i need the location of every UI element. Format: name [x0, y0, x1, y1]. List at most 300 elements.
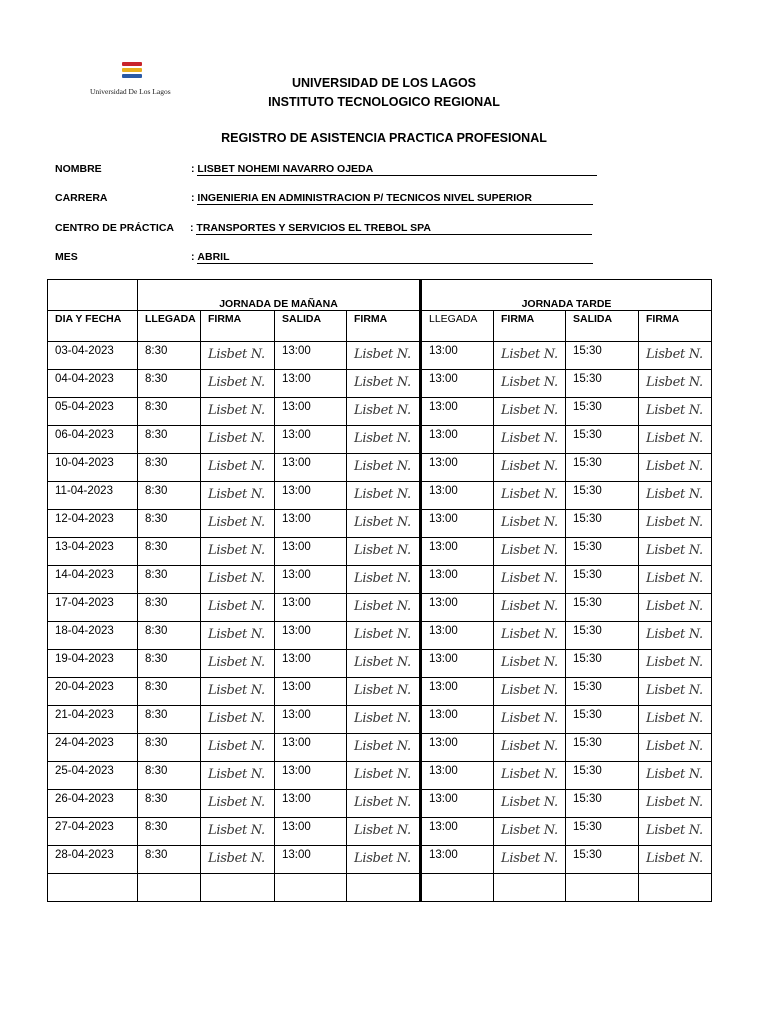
handwritten-signature: Lisbet N.: [208, 403, 265, 418]
afternoon-departure-cell: 15:30: [566, 566, 639, 594]
signature-cell: [639, 342, 712, 370]
handwritten-signature: Lisbet N.: [354, 459, 411, 474]
handwritten-signature: Lisbet N.: [208, 627, 265, 642]
morning-arrival-cell: 8:30: [138, 678, 201, 706]
signature-cell: [494, 790, 566, 818]
signature-cell: [494, 594, 566, 622]
empty-cell: [494, 874, 566, 902]
morning-arrival-cell: 8:30: [138, 706, 201, 734]
signature-cell: [639, 398, 712, 426]
table-row: [48, 678, 712, 706]
column-header: DIA Y FECHA: [48, 311, 138, 342]
handwritten-signature: Lisbet N.: [646, 599, 703, 614]
empty-cell: [201, 874, 275, 902]
column-header: LLEGADA: [138, 311, 201, 342]
afternoon-arrival-cell: 13:00: [421, 482, 494, 510]
signature-cell: [347, 818, 421, 846]
morning-departure-cell: 13:00: [275, 678, 347, 706]
handwritten-signature: Lisbet N.: [646, 767, 703, 782]
handwritten-signature: Lisbet N.: [354, 571, 411, 586]
signature-cell: [201, 622, 275, 650]
date-cell: 18-04-2023: [48, 622, 138, 650]
handwritten-signature: Lisbet N.: [354, 599, 411, 614]
morning-arrival-cell: 8:30: [138, 762, 201, 790]
afternoon-arrival-cell: 13:00: [421, 454, 494, 482]
field-label: NOMBRE: [55, 163, 102, 175]
morning-departure-cell: 13:00: [275, 762, 347, 790]
signature-cell: [494, 734, 566, 762]
handwritten-signature: Lisbet N.: [646, 683, 703, 698]
date-cell: 25-04-2023: [48, 762, 138, 790]
table-row: [48, 342, 712, 370]
signature-cell: [494, 370, 566, 398]
column-header: FIRMA: [347, 311, 421, 342]
handwritten-signature: Lisbet N.: [208, 711, 265, 726]
signature-cell: [201, 706, 275, 734]
afternoon-departure-cell: 15:30: [566, 818, 639, 846]
handwritten-signature: Lisbet N.: [354, 655, 411, 670]
empty-cell: [48, 874, 138, 902]
handwritten-signature: Lisbet N.: [501, 739, 558, 754]
signature-cell: [494, 678, 566, 706]
signature-cell: [494, 846, 566, 874]
morning-departure-cell: 13:00: [275, 482, 347, 510]
signature-cell: [347, 650, 421, 678]
signature-cell: [639, 482, 712, 510]
signature-cell: [201, 398, 275, 426]
afternoon-arrival-cell: 13:00: [421, 426, 494, 454]
date-cell: 13-04-2023: [48, 538, 138, 566]
date-cell: 21-04-2023: [48, 706, 138, 734]
handwritten-signature: Lisbet N.: [646, 739, 703, 754]
handwritten-signature: Lisbet N.: [646, 515, 703, 530]
signature-cell: [347, 734, 421, 762]
date-cell: 12-04-2023: [48, 510, 138, 538]
afternoon-departure-cell: 15:30: [566, 762, 639, 790]
afternoon-departure-cell: 15:30: [566, 482, 639, 510]
signature-cell: [494, 398, 566, 426]
date-cell: 17-04-2023: [48, 594, 138, 622]
afternoon-departure-cell: 15:30: [566, 426, 639, 454]
signature-cell: [494, 762, 566, 790]
field-value: TRANSPORTES Y SERVICIOS EL TREBOL SPA: [196, 222, 592, 235]
signature-cell: [494, 818, 566, 846]
signature-cell: [494, 622, 566, 650]
handwritten-signature: Lisbet N.: [501, 851, 558, 866]
afternoon-departure-cell: 15:30: [566, 538, 639, 566]
signature-cell: [201, 818, 275, 846]
afternoon-arrival-cell: 13:00: [421, 510, 494, 538]
afternoon-arrival-cell: 13:00: [421, 566, 494, 594]
handwritten-signature: Lisbet N.: [354, 347, 411, 362]
morning-arrival-cell: 8:30: [138, 426, 201, 454]
signature-cell: [494, 510, 566, 538]
handwritten-signature: Lisbet N.: [208, 347, 265, 362]
signature-cell: [494, 454, 566, 482]
date-cell: 04-04-2023: [48, 370, 138, 398]
morning-departure-cell: 13:00: [275, 594, 347, 622]
afternoon-arrival-cell: 13:00: [421, 734, 494, 762]
afternoon-departure-cell: 15:30: [566, 846, 639, 874]
column-header: FIRMA: [201, 311, 275, 342]
handwritten-signature: Lisbet N.: [501, 403, 558, 418]
document-title: REGISTRO DE ASISTENCIA PRACTICA PROFESIONAL: [221, 131, 547, 145]
empty-cell: [566, 874, 639, 902]
signature-cell: [347, 846, 421, 874]
morning-departure-cell: 13:00: [275, 622, 347, 650]
field-label: CENTRO DE PRÁCTICA: [55, 222, 175, 234]
empty-cell: [639, 874, 712, 902]
table-row: [48, 538, 712, 566]
afternoon-arrival-cell: 13:00: [421, 622, 494, 650]
handwritten-signature: Lisbet N.: [354, 711, 411, 726]
afternoon-departure-cell: 15:30: [566, 650, 639, 678]
handwritten-signature: Lisbet N.: [646, 711, 703, 726]
signature-cell: [201, 678, 275, 706]
morning-arrival-cell: 8:30: [138, 370, 201, 398]
morning-departure-cell: 13:00: [275, 566, 347, 594]
signature-cell: [639, 678, 712, 706]
signature-cell: [347, 538, 421, 566]
signature-cell: [201, 482, 275, 510]
handwritten-signature: Lisbet N.: [646, 347, 703, 362]
table-row: [48, 650, 712, 678]
handwritten-signature: Lisbet N.: [646, 851, 703, 866]
date-cell: 03-04-2023: [48, 342, 138, 370]
morning-departure-cell: 13:00: [275, 426, 347, 454]
handwritten-signature: Lisbet N.: [354, 767, 411, 782]
afternoon-departure-cell: 15:30: [566, 510, 639, 538]
column-header: LLEGADA: [421, 311, 494, 342]
handwritten-signature: Lisbet N.: [646, 459, 703, 474]
handwritten-signature: Lisbet N.: [501, 375, 558, 390]
morning-arrival-cell: 8:30: [138, 650, 201, 678]
table-row: [48, 734, 712, 762]
morning-departure-cell: 13:00: [275, 538, 347, 566]
signature-cell: [201, 426, 275, 454]
empty-cell: [421, 874, 494, 902]
table-row: [48, 566, 712, 594]
signature-cell: [639, 650, 712, 678]
table-row: [48, 762, 712, 790]
afternoon-arrival-cell: 13:00: [421, 790, 494, 818]
handwritten-signature: Lisbet N.: [646, 543, 703, 558]
handwritten-signature: Lisbet N.: [208, 459, 265, 474]
signature-cell: [201, 734, 275, 762]
signature-cell: [201, 846, 275, 874]
date-cell: 14-04-2023: [48, 566, 138, 594]
signature-cell: [639, 426, 712, 454]
handwritten-signature: Lisbet N.: [646, 375, 703, 390]
date-cell: 24-04-2023: [48, 734, 138, 762]
afternoon-arrival-cell: 13:00: [421, 706, 494, 734]
handwritten-signature: Lisbet N.: [354, 627, 411, 642]
date-cell: 06-04-2023: [48, 426, 138, 454]
handwritten-signature: Lisbet N.: [646, 655, 703, 670]
handwritten-signature: Lisbet N.: [646, 431, 703, 446]
signature-cell: [494, 538, 566, 566]
handwritten-signature: Lisbet N.: [501, 627, 558, 642]
handwritten-signature: Lisbet N.: [208, 683, 265, 698]
morning-arrival-cell: 8:30: [138, 734, 201, 762]
date-cell: 05-04-2023: [48, 398, 138, 426]
handwritten-signature: Lisbet N.: [208, 543, 265, 558]
table-row: [48, 370, 712, 398]
signature-cell: [347, 706, 421, 734]
handwritten-signature: Lisbet N.: [646, 571, 703, 586]
handwritten-signature: Lisbet N.: [354, 851, 411, 866]
handwritten-signature: Lisbet N.: [208, 571, 265, 586]
signature-cell: [347, 566, 421, 594]
signature-cell: [347, 426, 421, 454]
afternoon-arrival-cell: 13:00: [421, 818, 494, 846]
afternoon-arrival-cell: 13:00: [421, 762, 494, 790]
signature-cell: [639, 510, 712, 538]
signature-cell: [494, 426, 566, 454]
date-cell: 26-04-2023: [48, 790, 138, 818]
handwritten-signature: Lisbet N.: [208, 823, 265, 838]
signature-cell: [201, 538, 275, 566]
signature-cell: [639, 818, 712, 846]
handwritten-signature: Lisbet N.: [354, 683, 411, 698]
signature-cell: [347, 454, 421, 482]
handwritten-signature: Lisbet N.: [501, 683, 558, 698]
signature-cell: [639, 790, 712, 818]
table-row: [48, 818, 712, 846]
field-value: INGENIERIA EN ADMINISTRACION P/ TECNICOS NIVEL SUPERIOR: [197, 192, 593, 205]
afternoon-departure-cell: 15:30: [566, 678, 639, 706]
empty-cell: [138, 874, 201, 902]
signature-cell: [639, 706, 712, 734]
signature-cell: [201, 510, 275, 538]
handwritten-signature: Lisbet N.: [208, 515, 265, 530]
date-cell: 20-04-2023: [48, 678, 138, 706]
signature-cell: [347, 510, 421, 538]
signature-cell: [201, 454, 275, 482]
logo-text: Universidad De Los Lagos: [90, 87, 171, 96]
handwritten-signature: Lisbet N.: [501, 795, 558, 810]
signature-cell: [347, 482, 421, 510]
signature-cell: [347, 678, 421, 706]
handwritten-signature: Lisbet N.: [208, 739, 265, 754]
handwritten-signature: Lisbet N.: [208, 431, 265, 446]
morning-departure-cell: 13:00: [275, 706, 347, 734]
column-header: SALIDA: [275, 311, 347, 342]
handwritten-signature: Lisbet N.: [646, 823, 703, 838]
signature-cell: [639, 538, 712, 566]
signature-cell: [494, 650, 566, 678]
handwritten-signature: Lisbet N.: [646, 487, 703, 502]
signature-cell: [347, 398, 421, 426]
morning-arrival-cell: 8:30: [138, 790, 201, 818]
handwritten-signature: Lisbet N.: [354, 795, 411, 810]
handwritten-signature: Lisbet N.: [354, 375, 411, 390]
handwritten-signature: Lisbet N.: [208, 851, 265, 866]
morning-departure-cell: 13:00: [275, 370, 347, 398]
morning-arrival-cell: 8:30: [138, 538, 201, 566]
signature-cell: [639, 454, 712, 482]
signature-cell: [639, 594, 712, 622]
afternoon-departure-cell: 15:30: [566, 342, 639, 370]
signature-cell: [201, 566, 275, 594]
handwritten-signature: Lisbet N.: [354, 515, 411, 530]
date-cell: 28-04-2023: [48, 846, 138, 874]
date-cell: 19-04-2023: [48, 650, 138, 678]
morning-departure-cell: 13:00: [275, 734, 347, 762]
group-header-afternoon: JORNADA TARDE: [421, 280, 712, 311]
handwritten-signature: Lisbet N.: [501, 711, 558, 726]
afternoon-departure-cell: 15:30: [566, 790, 639, 818]
afternoon-arrival-cell: 13:00: [421, 342, 494, 370]
group-header-morning: JORNADA DE MAÑANA: [138, 280, 421, 311]
signature-cell: [639, 734, 712, 762]
handwritten-signature: Lisbet N.: [501, 767, 558, 782]
column-header: FIRMA: [494, 311, 566, 342]
afternoon-arrival-cell: 13:00: [421, 370, 494, 398]
morning-arrival-cell: 8:30: [138, 594, 201, 622]
afternoon-arrival-cell: 13:00: [421, 678, 494, 706]
handwritten-signature: Lisbet N.: [208, 767, 265, 782]
afternoon-departure-cell: 15:30: [566, 398, 639, 426]
afternoon-departure-cell: 15:30: [566, 706, 639, 734]
signature-cell: [201, 650, 275, 678]
signature-cell: [347, 594, 421, 622]
morning-departure-cell: 13:00: [275, 510, 347, 538]
handwritten-signature: Lisbet N.: [501, 823, 558, 838]
column-header: SALIDA: [566, 311, 639, 342]
handwritten-signature: Lisbet N.: [501, 599, 558, 614]
handwritten-signature: Lisbet N.: [501, 431, 558, 446]
handwritten-signature: Lisbet N.: [354, 487, 411, 502]
table-row: [48, 790, 712, 818]
signature-cell: [347, 762, 421, 790]
handwritten-signature: Lisbet N.: [208, 375, 265, 390]
handwritten-signature: Lisbet N.: [354, 543, 411, 558]
signature-cell: [347, 622, 421, 650]
handwritten-signature: Lisbet N.: [646, 627, 703, 642]
afternoon-arrival-cell: 13:00: [421, 398, 494, 426]
handwritten-signature: Lisbet N.: [501, 655, 558, 670]
column-header: FIRMA: [639, 311, 712, 342]
signature-cell: [494, 342, 566, 370]
signature-cell: [201, 790, 275, 818]
signature-cell: [639, 762, 712, 790]
empty-cell: [275, 874, 347, 902]
morning-arrival-cell: 8:30: [138, 482, 201, 510]
table-row: [48, 398, 712, 426]
morning-departure-cell: 13:00: [275, 650, 347, 678]
signature-cell: [639, 370, 712, 398]
signature-cell: [347, 790, 421, 818]
handwritten-signature: Lisbet N.: [646, 403, 703, 418]
attendance-table: [47, 279, 712, 902]
handwritten-signature: Lisbet N.: [501, 571, 558, 586]
afternoon-arrival-cell: 13:00: [421, 650, 494, 678]
date-cell: 11-04-2023: [48, 482, 138, 510]
handwritten-signature: Lisbet N.: [501, 347, 558, 362]
afternoon-departure-cell: 15:30: [566, 454, 639, 482]
morning-arrival-cell: 8:30: [138, 510, 201, 538]
handwritten-signature: Lisbet N.: [646, 795, 703, 810]
institute-title: INSTITUTO TECNOLOGICO REGIONAL: [268, 95, 500, 109]
table-row: [48, 426, 712, 454]
afternoon-departure-cell: 15:30: [566, 734, 639, 762]
table-row: [48, 622, 712, 650]
handwritten-signature: Lisbet N.: [208, 487, 265, 502]
field-value: ABRIL: [197, 251, 593, 264]
afternoon-departure-cell: 15:30: [566, 594, 639, 622]
morning-arrival-cell: 8:30: [138, 342, 201, 370]
afternoon-departure-cell: 15:30: [566, 370, 639, 398]
signature-cell: [201, 594, 275, 622]
handwritten-signature: Lisbet N.: [354, 431, 411, 446]
morning-departure-cell: 13:00: [275, 454, 347, 482]
signature-cell: [201, 762, 275, 790]
morning-departure-cell: 13:00: [275, 790, 347, 818]
table-row: [48, 846, 712, 874]
signature-cell: [494, 482, 566, 510]
morning-arrival-cell: 8:30: [138, 454, 201, 482]
table-row: [48, 594, 712, 622]
handwritten-signature: Lisbet N.: [208, 599, 265, 614]
afternoon-arrival-cell: 13:00: [421, 846, 494, 874]
afternoon-arrival-cell: 13:00: [421, 594, 494, 622]
table-row: [48, 482, 712, 510]
afternoon-arrival-cell: 13:00: [421, 538, 494, 566]
university-title: UNIVERSIDAD DE LOS LAGOS: [291, 76, 477, 90]
signature-cell: [201, 342, 275, 370]
morning-arrival-cell: 8:30: [138, 622, 201, 650]
handwritten-signature: Lisbet N.: [354, 403, 411, 418]
morning-departure-cell: 13:00: [275, 846, 347, 874]
table-body: [48, 342, 712, 902]
handwritten-signature: Lisbet N.: [501, 459, 558, 474]
date-cell: 27-04-2023: [48, 818, 138, 846]
signature-cell: [639, 566, 712, 594]
table-row: [48, 510, 712, 538]
empty-cell: [347, 874, 421, 902]
handwritten-signature: Lisbet N.: [501, 515, 558, 530]
handwritten-signature: Lisbet N.: [354, 739, 411, 754]
field-label: CARRERA: [55, 192, 108, 204]
morning-arrival-cell: 8:30: [138, 818, 201, 846]
handwritten-signature: Lisbet N.: [501, 487, 558, 502]
table-row: [48, 706, 712, 734]
signature-cell: [639, 846, 712, 874]
signature-cell: [347, 370, 421, 398]
handwritten-signature: Lisbet N.: [354, 823, 411, 838]
handwritten-signature: Lisbet N.: [501, 543, 558, 558]
signature-cell: [347, 342, 421, 370]
field-value: LISBET NOHEMI NAVARRO OJEDA: [197, 163, 597, 176]
signature-cell: [494, 566, 566, 594]
table-row: [48, 454, 712, 482]
signature-cell: [201, 370, 275, 398]
signature-cell: [639, 622, 712, 650]
morning-departure-cell: 13:00: [275, 342, 347, 370]
morning-arrival-cell: 8:30: [138, 846, 201, 874]
date-cell: 10-04-2023: [48, 454, 138, 482]
afternoon-departure-cell: 15:30: [566, 622, 639, 650]
signature-cell: [494, 706, 566, 734]
handwritten-signature: Lisbet N.: [208, 795, 265, 810]
field-label: MES: [55, 251, 78, 263]
morning-departure-cell: 13:00: [275, 818, 347, 846]
morning-arrival-cell: 8:30: [138, 566, 201, 594]
handwritten-signature: Lisbet N.: [208, 655, 265, 670]
morning-departure-cell: 13:00: [275, 398, 347, 426]
morning-arrival-cell: 8:30: [138, 398, 201, 426]
